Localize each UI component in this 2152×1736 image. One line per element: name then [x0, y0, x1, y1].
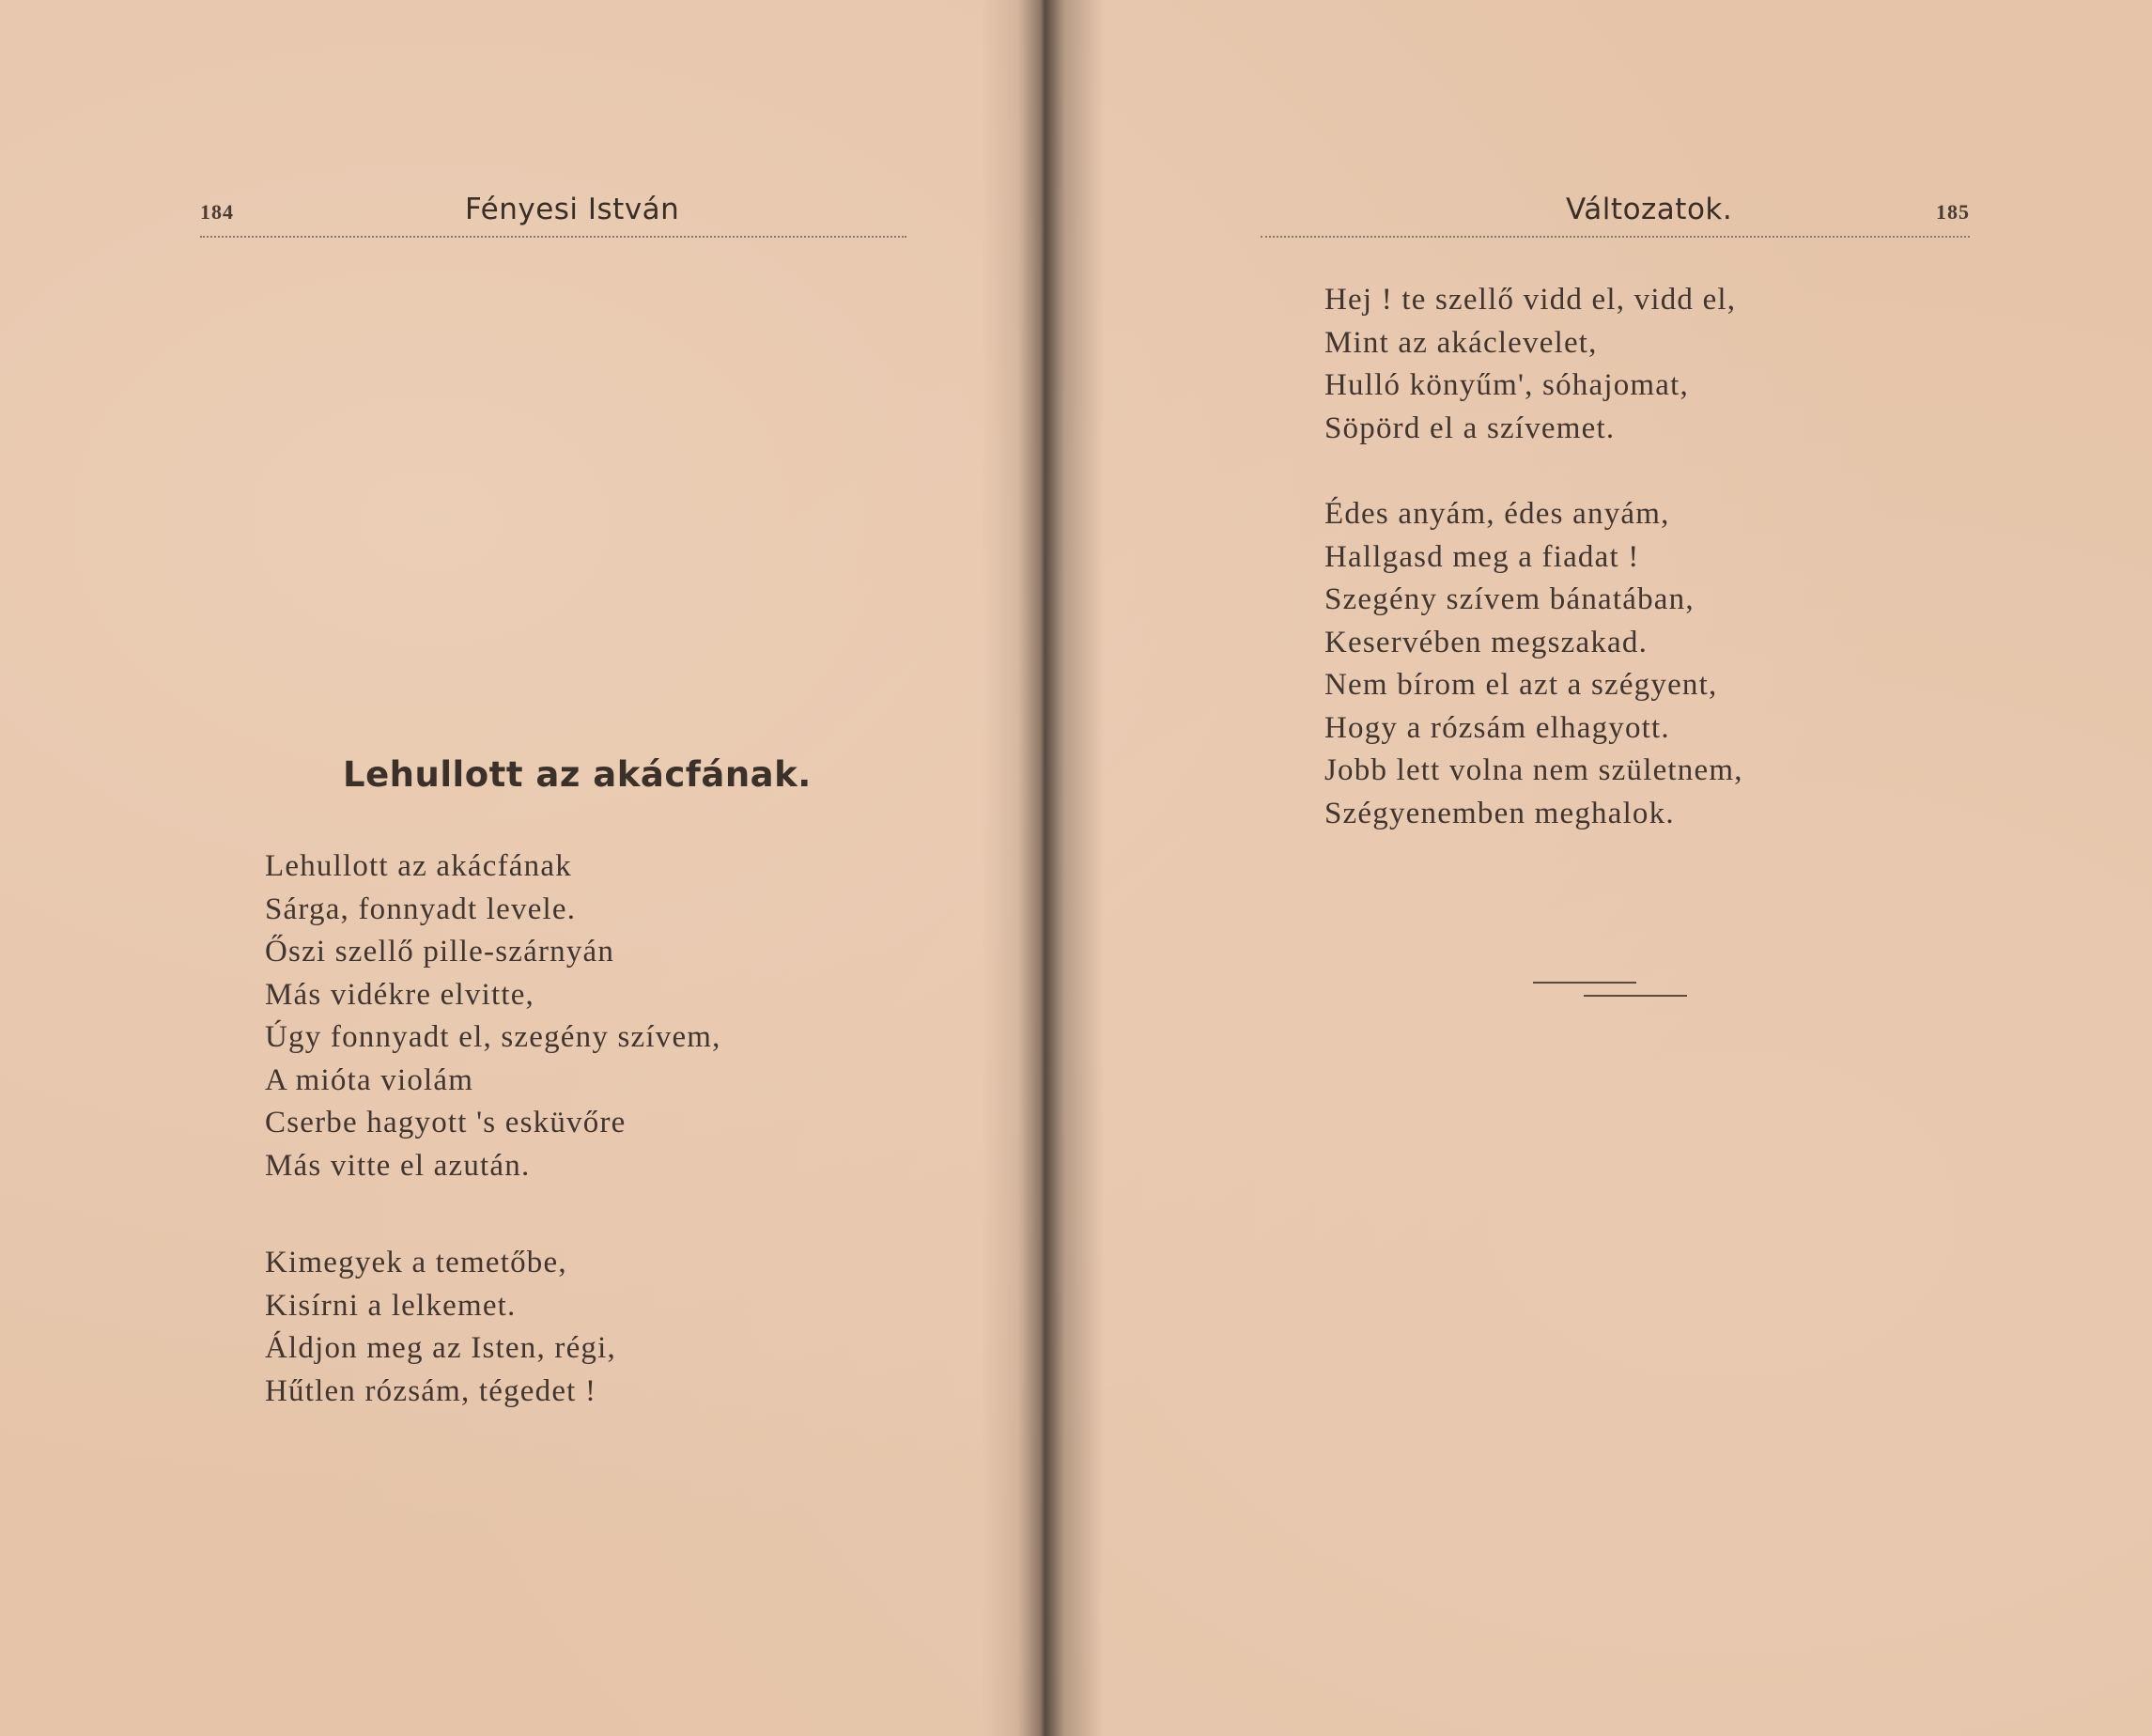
verse-line: Más vitte el azután.	[265, 1148, 531, 1183]
stanza	[1324, 493, 1743, 835]
poem-title: Lehullott az akácfának.	[343, 754, 812, 795]
verse-line: Hulló könyűm', sóhajomat,	[1324, 368, 1689, 402]
verse-line: Mint az akáclevelet,	[1324, 325, 1598, 360]
verse-line: Áldjon meg az Isten, régi,	[265, 1331, 616, 1365]
verse-line: Nem bírom el azt a szégyent,	[1324, 668, 1718, 702]
page-number: 184	[200, 200, 234, 224]
verse-line: Keservében megszakad.	[1324, 625, 1649, 659]
verse-line: Lehullott az akácfának	[265, 849, 572, 883]
verse-line: Hűtlen rózsám, tégedet !	[265, 1373, 597, 1408]
verse-line: Söpörd el a szívemet.	[1324, 411, 1616, 445]
stanza	[265, 1242, 616, 1413]
verse-line: Hej ! te szellő vidd el, vidd el,	[1324, 283, 1737, 317]
verse-line: Sárga, fonnyadt levele.	[265, 891, 577, 926]
verse-line: Őszi szellő pille-szárnyán	[265, 935, 615, 969]
running-head-title: Fényesi István	[465, 193, 680, 226]
verse-line: Más vidékre elvitte,	[265, 977, 535, 1012]
verse-line: Úgy fonnyadt el, szegény szívem,	[265, 1020, 721, 1054]
verse-line: Hogy a rózsám elhagyott.	[1324, 710, 1670, 745]
stanza	[1324, 279, 1736, 450]
verse-line: Hallgasd meg a fiadat !	[1324, 539, 1640, 574]
stanza	[265, 845, 721, 1187]
verse-line: Édes anyám, édes anyám,	[1324, 497, 1670, 531]
running-head-title: Változatok.	[1566, 193, 1733, 226]
page-number: 185	[1936, 200, 1970, 224]
end-rule	[1533, 982, 1636, 984]
verse-line: A mióta violám	[265, 1062, 474, 1097]
verse-line: Szégyenemben meghalok.	[1324, 796, 1675, 830]
left-page	[0, 0, 1033, 1736]
verse-line: Kisírni a lelkemet.	[265, 1288, 517, 1323]
running-head	[200, 193, 906, 238]
verse-line: Jobb lett volna nem születnem,	[1324, 753, 1743, 787]
verse-line: Kimegyek a temetőbe,	[265, 1246, 567, 1279]
end-rule	[1584, 995, 1687, 997]
verse-line: Szegény szívem bánatában,	[1324, 582, 1695, 616]
verse-line: Cserbe hagyott 's esküvőre	[265, 1106, 627, 1139]
right-page	[1043, 0, 2152, 1736]
running-head	[1261, 193, 1970, 238]
